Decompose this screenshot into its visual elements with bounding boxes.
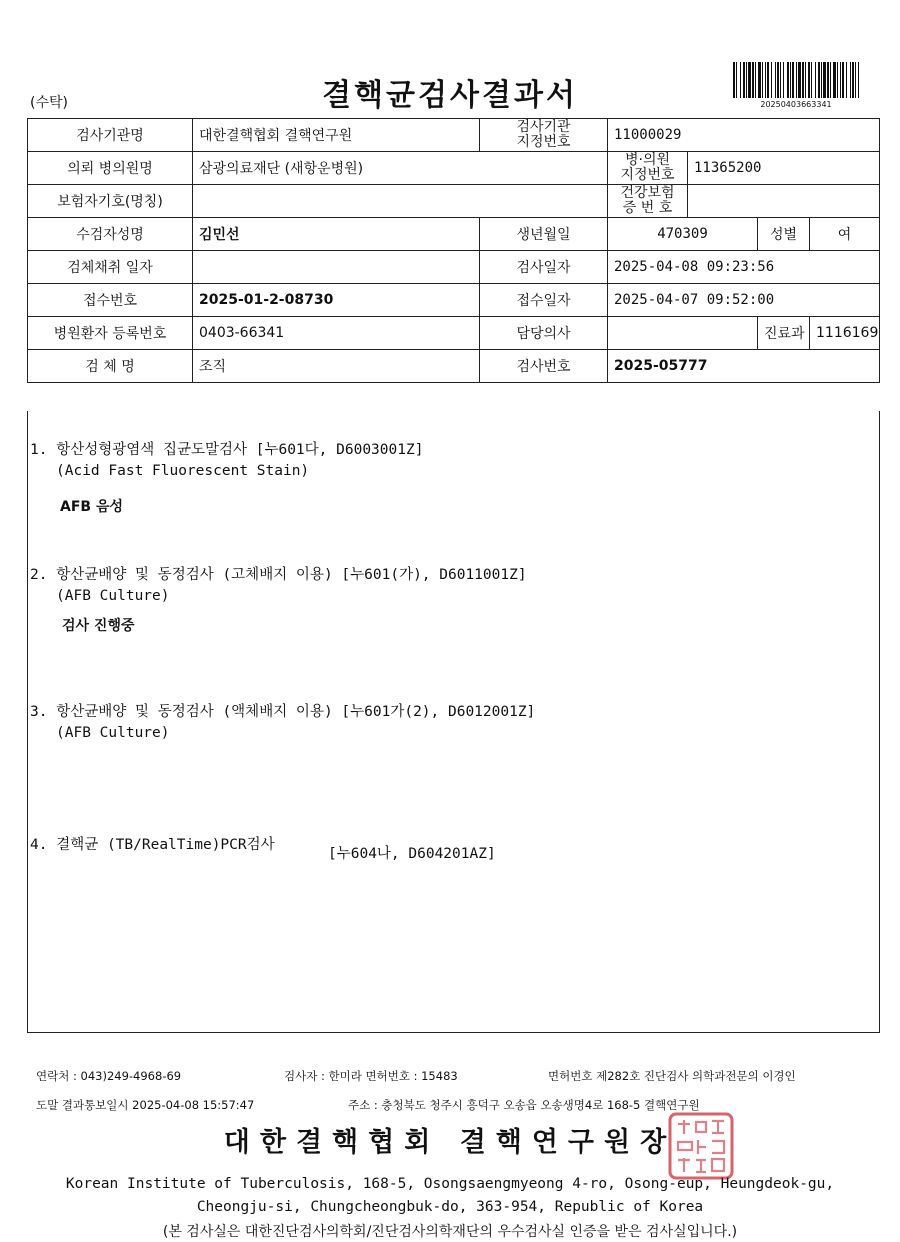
clinic-code-value: 11365200	[688, 152, 880, 185]
table-row	[28, 251, 880, 284]
inst-code-label	[480, 119, 608, 152]
license-info: 면허번호 제282호 진단검사 의학과전문의 이경인	[548, 1069, 796, 1083]
result-item-1	[30, 438, 423, 479]
sex-value: 여	[810, 218, 880, 251]
specimen-value: 조직	[193, 350, 480, 383]
patient-value: 김민선	[193, 218, 480, 251]
insured-label: 보험자기호(명칭)	[28, 185, 193, 218]
test-date-label: 검사일자	[480, 251, 608, 284]
patient-label: 수검자성명	[28, 218, 193, 251]
receipt-no-value: 2025-01-2-08730	[193, 284, 480, 317]
result-item-3	[30, 700, 535, 741]
dept-label: 진료과	[758, 317, 810, 350]
health-card-label-line1: 건강보험	[620, 185, 675, 201]
examiner-info: 검사자 : 한미라 면허번호 : 15483	[284, 1069, 458, 1083]
requester-label: 의뢰 병의원명	[28, 152, 193, 185]
result-item-4-title: 4. 결핵균 (TB/RealTime)PCR검사	[30, 837, 275, 853]
result-item-3-subtitle: (AFB Culture)	[56, 725, 170, 741]
requester-value: 삼광의료재단 (새항운병원)	[193, 152, 608, 185]
test-no-label: 검사번호	[480, 350, 608, 383]
institute-name: 대한결핵협회 결핵연구원장	[223, 1127, 677, 1158]
info-table	[27, 118, 880, 383]
result-item-4-code: [누604나, D604201AZ]	[328, 846, 496, 862]
clinic-code-label-line2: 지정번호	[620, 167, 675, 183]
receipt-date-value: 2025-04-07 09:52:00	[608, 284, 880, 317]
result-item-4	[30, 833, 275, 854]
address-info: 주소 : 충청북도 청주시 흥덕구 오송읍 오송생명4로 168-5 결핵연구원	[348, 1098, 700, 1112]
health-card-label-line2: 증 번 호	[622, 200, 673, 216]
reg-no-label: 병원환자 등록번호	[28, 317, 193, 350]
table-row	[28, 284, 880, 317]
institution-value: 대한결핵협회 결핵연구원	[193, 119, 480, 152]
result-item-1-subtitle: (Acid Fast Fluorescent Stain)	[56, 463, 310, 479]
institution-label: 검사기관명	[28, 119, 193, 152]
clinic-code-label-line1: 병·의원	[624, 152, 671, 168]
test-no-value: 2025-05777	[608, 350, 880, 383]
inst-code-label-line1: 검사기관	[516, 119, 571, 135]
doctor-value	[608, 317, 758, 350]
clinic-code-label	[608, 152, 688, 185]
collection-value	[193, 251, 480, 284]
inst-code-label-line2: 지정번호	[516, 134, 571, 150]
health-card-label	[608, 185, 688, 218]
english-address-line2: Cheongju-si, Chungcheongbuk-do, 363-954, Republic of Korea	[196, 1199, 704, 1215]
birth-label: 생년월일	[480, 218, 608, 251]
table-row	[28, 218, 880, 251]
birth-value: 470309	[608, 218, 758, 251]
receipt-date-label: 접수일자	[480, 284, 608, 317]
report-time: 도말 결과통보일시 2025-04-08 15:57:47	[36, 1098, 255, 1112]
collection-label: 검체채취 일자	[28, 251, 193, 284]
table-row	[28, 185, 880, 218]
receipt-tag: (수탁)	[30, 95, 68, 111]
doctor-label: 담당의사	[480, 317, 608, 350]
specimen-label: 검 체 명	[28, 350, 193, 383]
result-item-2-result: 검사 진행중	[62, 618, 135, 634]
reg-no-value: 0403-66341	[193, 317, 480, 350]
certification-note: (본 검사실은 대한진단검사의학회/진단검사의학재단의 우수검사실 인증을 받은 검사실입니다.)	[162, 1224, 738, 1240]
table-row	[28, 317, 880, 350]
barcode-number: 20250403663341	[760, 100, 832, 109]
result-item-1-result: AFB 음성	[60, 499, 123, 515]
insured-value	[193, 185, 608, 218]
barcode	[733, 62, 859, 98]
dept-value: 1116169	[810, 317, 880, 350]
result-item-2-subtitle: (AFB Culture)	[56, 588, 170, 604]
result-item-3-title: 3. 항산균배양 및 동정검사 (액체배지 이용) [누601가(2), D6012001Z]	[30, 704, 536, 720]
contact-info: 연락처 : 043)249-4968-69	[36, 1069, 182, 1083]
table-row	[28, 119, 880, 152]
result-item-2-title: 2. 항산균배양 및 동정검사 (고체배지 이용) [누601(가), D6011001Z]	[30, 567, 527, 583]
table-row	[28, 152, 880, 185]
test-date-value: 2025-04-08 09:23:56	[608, 251, 880, 284]
inst-code-value: 11000029	[608, 119, 880, 152]
document-title: 결핵균검사결과서	[322, 78, 578, 113]
receipt-no-label: 접수번호	[28, 284, 193, 317]
table-row	[28, 350, 880, 383]
english-address-line1: Korean Institute of Tuberculosis, 168-5, Osongsaengmyeong 4-ro, Osong-eup, Heungdeok-gu,	[65, 1176, 835, 1192]
result-item-2	[30, 563, 527, 604]
health-card-value	[688, 185, 880, 218]
sex-label: 성별	[758, 218, 810, 251]
result-item-1-title: 1. 항산성형광염색 집균도말검사 [누601다, D6003001Z]	[30, 442, 424, 458]
